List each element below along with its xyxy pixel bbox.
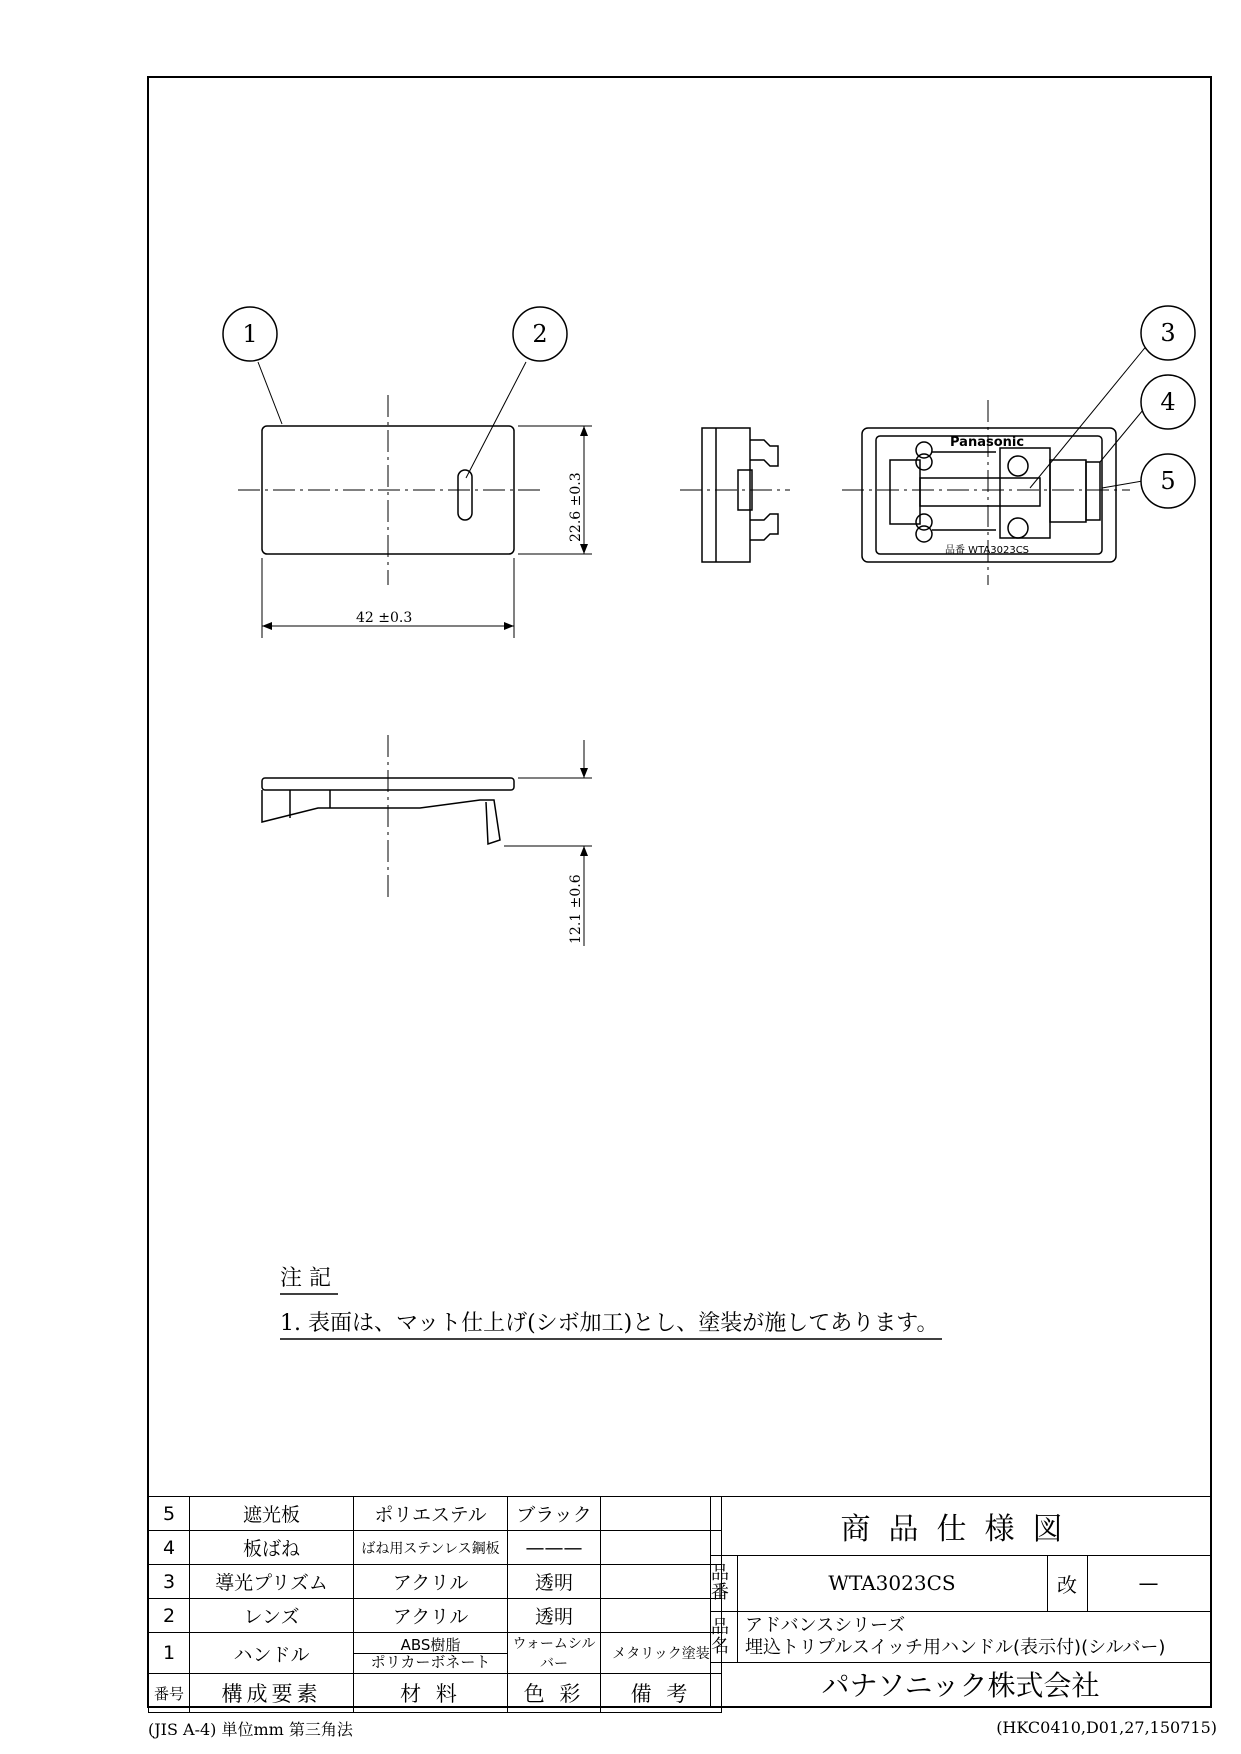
front-view-lens xyxy=(458,470,472,520)
table-row xyxy=(149,1497,722,1531)
revision-value: — xyxy=(1138,1571,1159,1595)
row2-color: 透明 xyxy=(508,1599,601,1633)
parts-table xyxy=(148,1496,722,1713)
row5-color: ブラック xyxy=(508,1497,601,1531)
table-header-row xyxy=(149,1674,722,1713)
drawing-border xyxy=(148,77,1211,1707)
row5-material: ポリエステル xyxy=(354,1497,508,1531)
header-remarks: 備 考 xyxy=(601,1674,722,1713)
row3-element: 導光プリズム xyxy=(190,1565,354,1599)
dim-depth: 12.1 ±0.6 xyxy=(568,874,584,944)
row1-color: ウォームシルバー xyxy=(508,1633,601,1674)
row5-remarks xyxy=(601,1497,722,1531)
row4-material: ばね用ステンレス鋼板 xyxy=(354,1531,508,1565)
title-block-model-row xyxy=(711,1555,1210,1612)
row5-element: 遮光板 xyxy=(190,1497,354,1531)
table-row xyxy=(149,1565,722,1599)
row1-material-line1: ABS樹脂 xyxy=(400,1635,461,1654)
notes-title: 注 記 xyxy=(280,1266,331,1291)
dim-width: 42 ±0.3 xyxy=(356,610,413,626)
table-row xyxy=(149,1633,722,1674)
header-material: 材 料 xyxy=(354,1674,508,1713)
callout-3-label: 3 xyxy=(1160,319,1176,347)
row2-material: アクリル xyxy=(354,1599,508,1633)
row3-no: 3 xyxy=(149,1565,190,1599)
row3-remarks xyxy=(601,1565,722,1599)
title-block xyxy=(710,1496,1211,1707)
row4-color: ——— xyxy=(508,1531,601,1565)
row1-material-line2: ポリカーボネート xyxy=(354,1653,507,1670)
row5-no: 5 xyxy=(149,1497,190,1531)
header-color: 色 彩 xyxy=(508,1674,601,1713)
side-view-body xyxy=(702,428,750,562)
row1-material xyxy=(354,1633,508,1674)
footer-right: (HKC0410,D01,27,150715) xyxy=(996,1718,1217,1737)
part-model-marking: 品番 WTA3023CS xyxy=(945,545,1030,556)
table-row xyxy=(149,1531,722,1565)
callout-1-label: 1 xyxy=(242,320,258,348)
table-row xyxy=(149,1599,722,1633)
header-element: 構成要素 xyxy=(190,1674,354,1713)
product-name-line2: 埋込トリプルスイッチ用ハンドル(表示付)(シルバー) xyxy=(745,1637,1166,1658)
title-block-title: 商品仕様図 xyxy=(711,1497,1210,1556)
row4-remarks xyxy=(601,1531,722,1565)
revision-label: 改 xyxy=(1047,1555,1088,1611)
row2-element: レンズ xyxy=(190,1599,354,1633)
row3-material: アクリル xyxy=(354,1565,508,1599)
row4-element: 板ばね xyxy=(190,1531,354,1565)
row3-color: 透明 xyxy=(508,1565,601,1599)
notes-line-1: 1. 表面は、マット仕上げ(シボ加工)とし、塗装が施してあります。 xyxy=(280,1311,939,1336)
callout-2-label: 2 xyxy=(532,320,548,348)
header-no: 番号 xyxy=(149,1674,190,1713)
callout-4-label: 4 xyxy=(1160,388,1176,416)
name-label: 品名 xyxy=(711,1611,738,1662)
model-label: 品番 xyxy=(711,1555,738,1611)
model-number: WTA3023CS xyxy=(737,1555,1048,1611)
row1-element: ハンドル xyxy=(190,1633,354,1674)
row2-no: 2 xyxy=(149,1599,190,1633)
part-brand-marking: Panasonic xyxy=(950,435,1025,450)
bottom-view-body xyxy=(262,790,500,844)
callout-5-label: 5 xyxy=(1160,467,1176,495)
row2-remarks xyxy=(601,1599,722,1633)
row1-remarks: メタリック塗装 xyxy=(601,1633,722,1674)
product-name-line1: アドバンスシリーズ xyxy=(745,1615,906,1636)
company-name: パナソニック株式会社 xyxy=(821,1669,1100,1702)
product-name xyxy=(745,1615,1165,1659)
row1-no: 1 xyxy=(149,1633,190,1674)
dim-height: 22.6 ±0.3 xyxy=(568,472,584,542)
title-block-name-row xyxy=(711,1611,1210,1663)
row4-no: 4 xyxy=(149,1531,190,1565)
footer-left: (JIS A-4) 単位mm 第三角法 xyxy=(148,1720,353,1739)
